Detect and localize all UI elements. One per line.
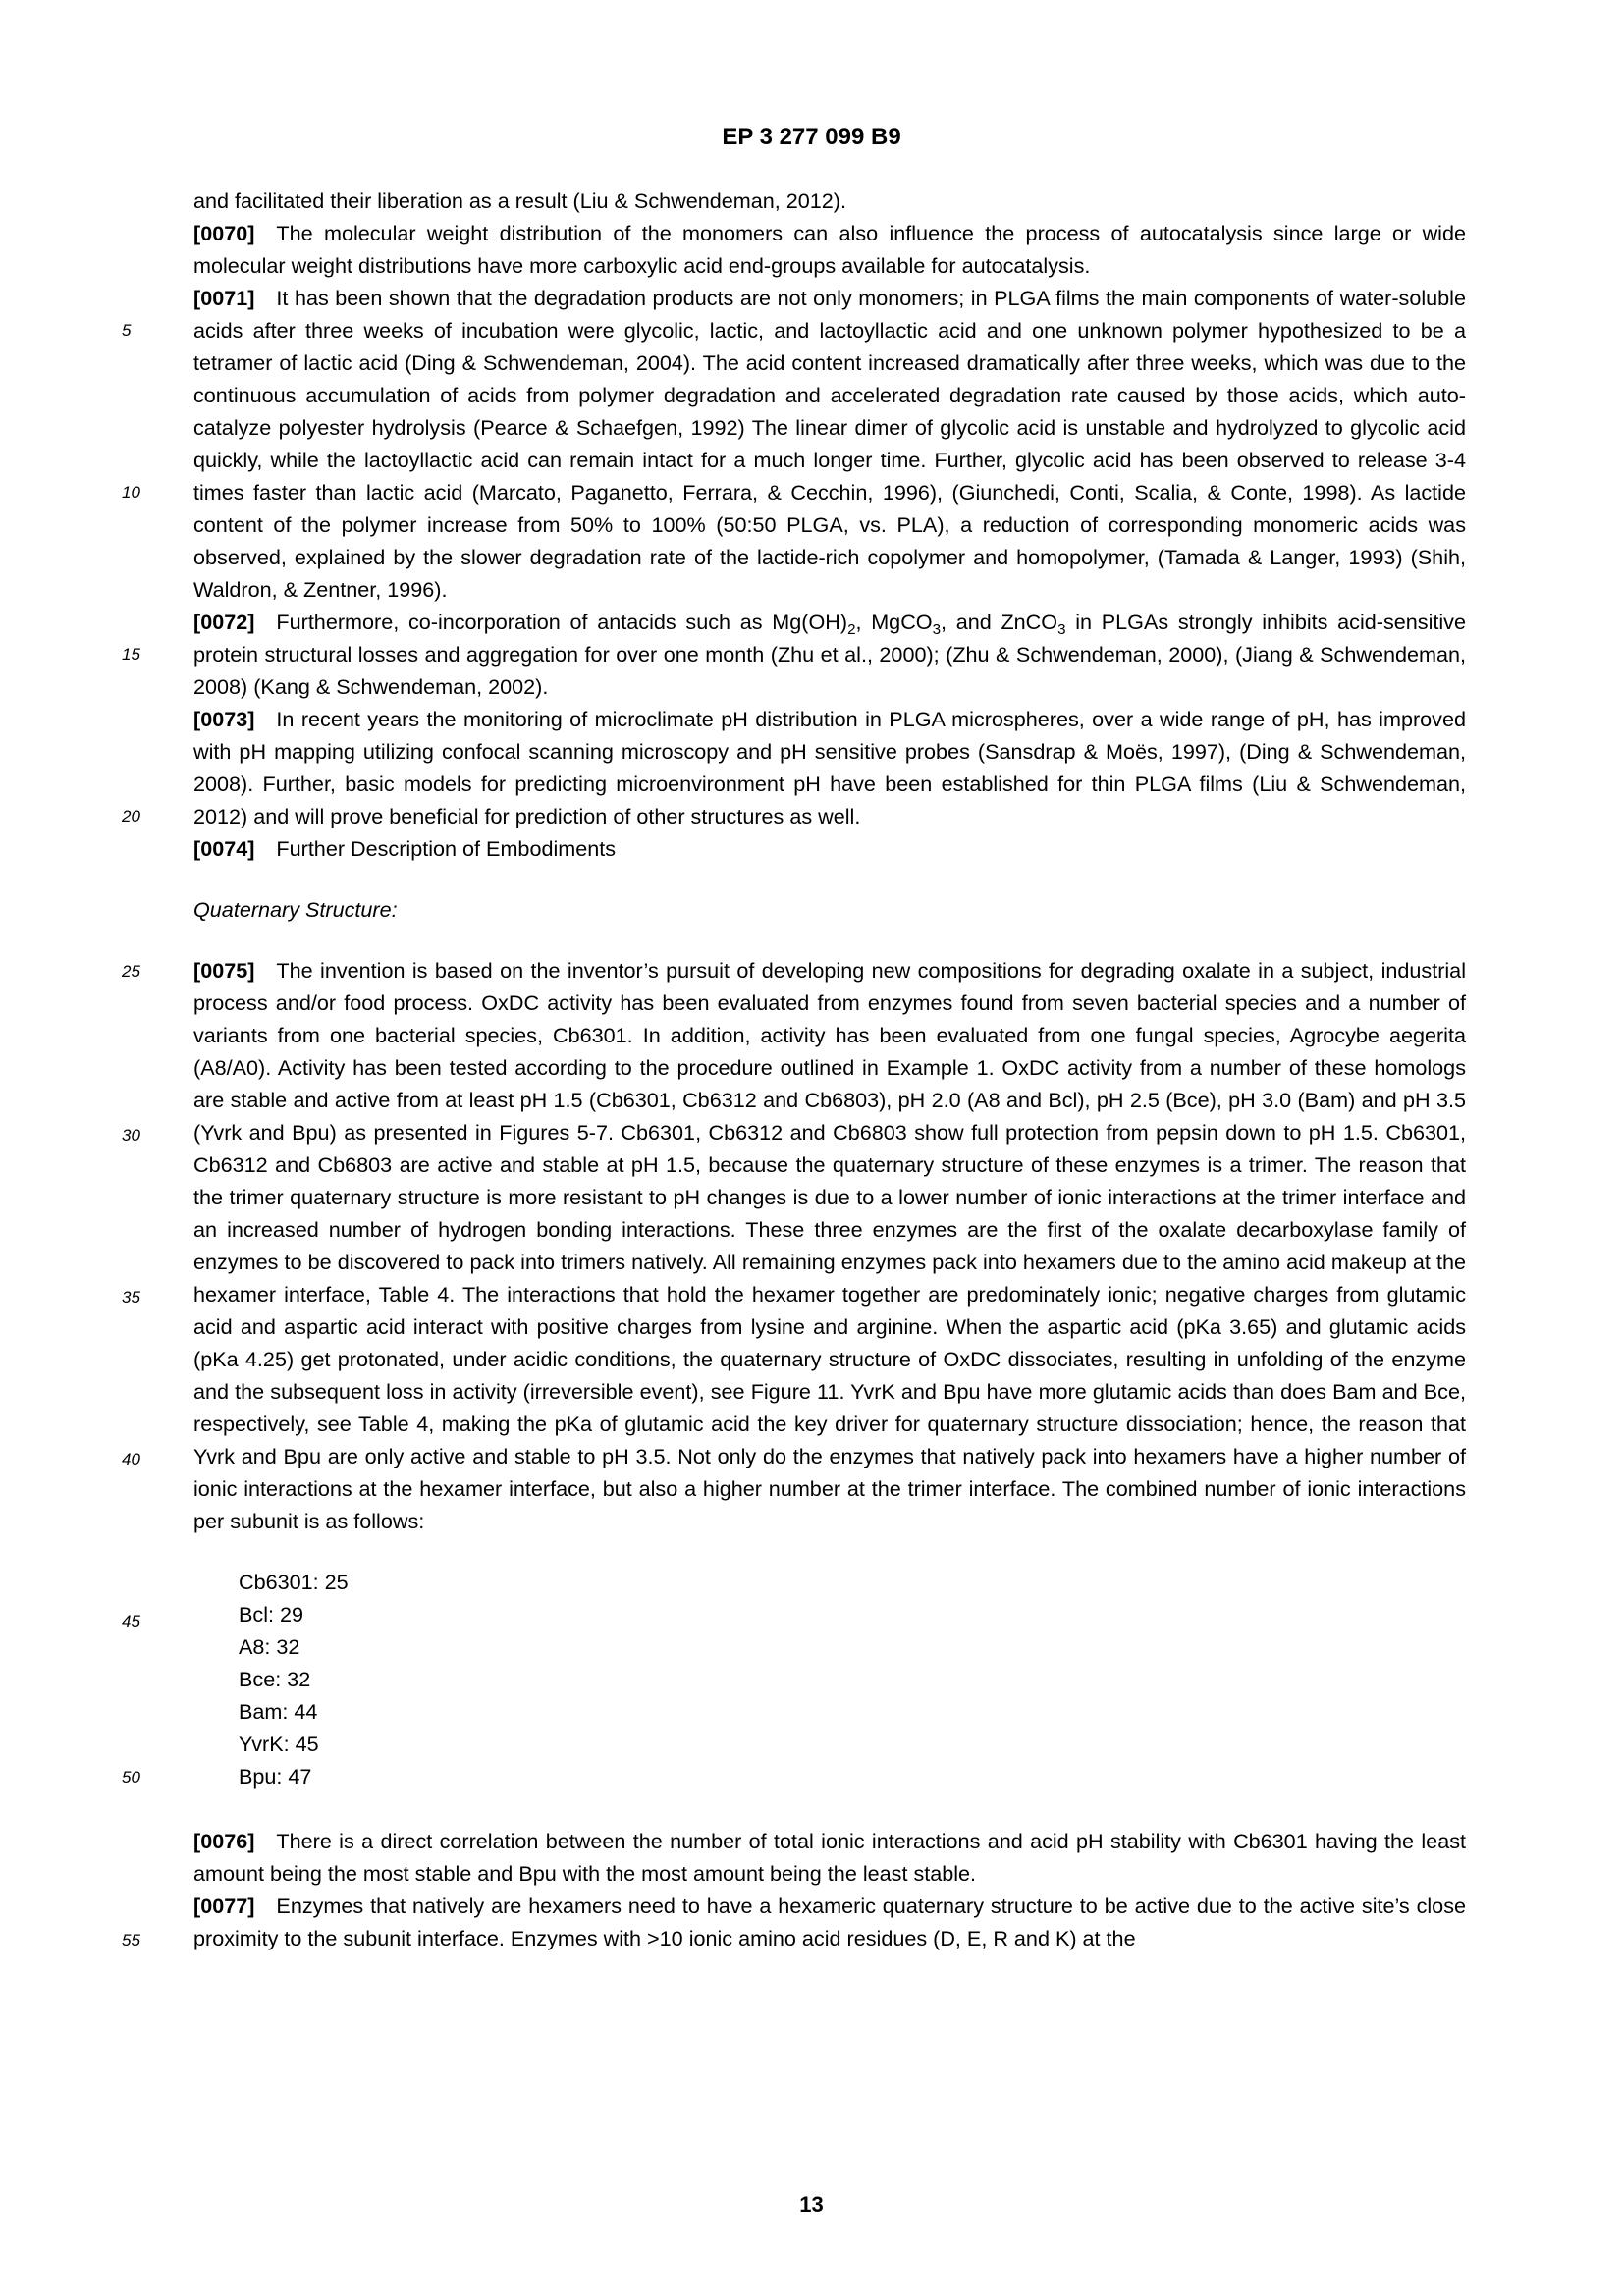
paragraph-0071 [193, 282, 1466, 606]
paragraph-text: , and ZnCO [941, 610, 1058, 634]
document-number-header: EP 3 277 099 B9 [722, 124, 901, 150]
paragraph-0072 [193, 606, 1466, 703]
line-number: 30 [122, 1126, 140, 1145]
paragraph-text: It has been shown that the degradation products are not only monomers; in PLGA films the main components of water-soluble acids after three weeks of incubation were glycolic, lactic, and lactoyllactic acid and one unknown polymer hypothesized to be a tetramer of lactic acid (Ding & Schwendeman, 2004). The acid content increased dramatically after three weeks, which was due to the continuous accumulation of acids from polymer degradation and accelerated degradation rate caused by those acids, which auto-catalyze polyester hydrolysis (Pearce & Schaefgen, 1992) The linear dimer of glycolic acid is unstable and hydrolyzed to glycolic acid quickly, while the lactoyllactic acid can remain intact for a much longer time. Further, glycolic acid has been observed to release 3-4 times faster than lactic acid (Marcato, Paganetto, Ferrara, & Cecchin, 1996), (Giunchedi, Conti, Scalia, & Conte, 1998). As lactide content of the polymer increase from 50% to 100% (50:50 PLGA, vs. PLA), a reduction of corresponding monomeric acids was observed, explained by the slower degradation rate of the lactide-rich copolymer and homopolymer, (Tamada & Langer, 1993) (Shih, Waldron, & Zentner, 1996). [193, 286, 1466, 602]
paragraph-0074 [193, 832, 1466, 865]
paragraph-number: [0074] [193, 836, 255, 861]
line-number: 20 [122, 807, 140, 826]
list-item: Bcl: 29 [239, 1602, 304, 1627]
page-number: 13 [799, 2192, 824, 2216]
line-number: 55 [122, 1931, 140, 1949]
line-number: 5 [122, 321, 132, 340]
list-item: Bam: 44 [239, 1699, 318, 1724]
subscript: 3 [1057, 621, 1066, 638]
section-heading: Quaternary Structure: [193, 897, 398, 922]
paragraph-number: [0076] [193, 1829, 255, 1853]
paragraph-number: [0070] [193, 221, 255, 245]
line-number: 35 [122, 1288, 140, 1307]
paragraph-text: The molecular weight distribution of the monomers can also influence the process of autocatalysis since large or wide molecular weight distributions have more carboxylic acid end-groups available for autocatalysis. [193, 221, 1466, 278]
paragraph-0070 [193, 217, 1466, 282]
paragraph-number: [0071] [193, 286, 255, 310]
paragraph-0075 [193, 954, 1466, 1537]
line-number: 15 [122, 645, 140, 664]
continuation-text: and facilitated their liberation as a result (Liu & Schwendeman, 2012). [193, 188, 846, 213]
line-number: 40 [122, 1450, 140, 1468]
paragraph-text: There is a direct correlation between the number of total ionic interactions and acid pH stability with Cb6301 having the least amount being the most stable and Bpu with the most amount being the least stable. [193, 1829, 1466, 1886]
paragraph-number: [0073] [193, 707, 255, 731]
list-item: Cb6301: 25 [239, 1570, 349, 1594]
subscript: 2 [847, 621, 856, 638]
paragraph-text: , MgCO [855, 610, 933, 634]
list-item: YvrK: 45 [239, 1732, 319, 1756]
paragraph-0077 [193, 1890, 1466, 1954]
list-item: Bce: 32 [239, 1667, 311, 1691]
line-number: 50 [122, 1768, 140, 1787]
paragraph-0076 [193, 1825, 1466, 1890]
description-body [193, 185, 1466, 1954]
paragraph-text: Enzymes that natively are hexamers need to have a hexameric quaternary structure to be active due to the active site’s close proximity to the subunit interface. Enzymes with >10 ionic amino acid residues (D, E, R and K) at the [193, 1894, 1466, 1950]
ionic-interactions-list [239, 1566, 1466, 1792]
list-item: Bpu: 47 [239, 1764, 312, 1789]
paragraph-text: In recent years the monitoring of microclimate pH distribution in PLGA microspheres, over a wide range of pH, has improved with pH mapping utilizing confocal scanning microscopy and pH sensitive probes (Sansdrap & Moës, 1997), (Ding & Schwendeman, 2008). Further, basic models for predicting microenvironment pH have been established for thin PLGA films (Liu & Schwendeman, 2012) and will prove beneficial for prediction of other structures as well. [193, 707, 1466, 828]
line-number: 10 [122, 483, 140, 502]
line-number: 25 [122, 962, 140, 981]
paragraph-number: [0072] [193, 610, 255, 634]
list-item: A8: 32 [239, 1634, 300, 1659]
paragraph-0073 [193, 703, 1466, 832]
paragraph-number: [0075] [193, 958, 255, 983]
line-number: 45 [122, 1612, 140, 1630]
paragraph-number: [0077] [193, 1894, 255, 1918]
subscript: 3 [932, 621, 941, 638]
paragraph-text: Furthermore, co-incorporation of antacids such as Mg(OH) [276, 610, 848, 634]
paragraph-text: in PLGAs strongly inhibits acid-sensitive protein structural losses and aggregation for over one month (Zhu et al., 2000); (Zhu & Schwendeman, 2000), (Jiang & Schwendeman, 2008) (Kang & Schwendeman, 2002). [193, 610, 1466, 699]
paragraph-text: The invention is based on the inventor’s pursuit of developing new compositions for degrading oxalate in a subject, industrial process and/or food process. OxDC activity has been evaluated from enzymes found from seven bacterial species and a number of variants from one bacterial species, Cb6301. In addition, activity has been evaluated from one fungal species, Agrocybe aegerita (A8/A0). Activity has been tested according to the procedure outlined in Example 1. OxDC activity from a number of these homologs are stable and active from at least pH 1.5 (Cb6301, Cb6312 and Cb6803), pH 2.0 (A8 and Bcl), pH 2.5 (Bce), pH 3.0 (Bam) and pH 3.5 (Yvrk and Bpu) as presented in Figures 5-7. Cb6301, Cb6312 and Cb6803 show full protection from pepsin down to pH 1.5. Cb6301, Cb6312 and Cb6803 are active and stable at pH 1.5, because the quaternary structure of these enzymes is a trimer. The reason that the trimer quaternary structure is more resistant to pH changes is due to a lower number of ionic interactions at the trimer interface and an increased number of hydrogen bonding interactions. These three enzymes are the first of the oxalate decarboxylase family of enzymes to be discovered to pack into trimers natively. All remaining enzymes pack into hexamers due to the amino acid makeup at the hexamer interface, Table 4. The interactions that hold the hexamer together are predominately ionic; negative charges from glutamic acid and aspartic acid interact with positive charges from lysine and arginine. When the aspartic acid (pKa 3.65) and glutamic acids (pKa 4.25) get protonated, under acidic conditions, the quaternary structure of OxDC dissociates, resulting in unfolding of the enzyme and the subsequent loss in activity (irreversible event), see Figure 11. YvrK and Bpu have more glutamic acids than does Bam and Bce, respectively, see Table 4, making the pKa of glutamic acid the key driver for quaternary structure dissociation; hence, the reason that Yvrk and Bpu are only active and stable to pH 3.5. Not only do the enzymes that natively pack into hexamers have a higher number of ionic interactions at the hexamer interface, but also a higher number at the trimer interface. The combined number of ionic interactions per subunit is as follows: [193, 958, 1466, 1533]
paragraph-text: Further Description of Embodiments [276, 836, 617, 861]
